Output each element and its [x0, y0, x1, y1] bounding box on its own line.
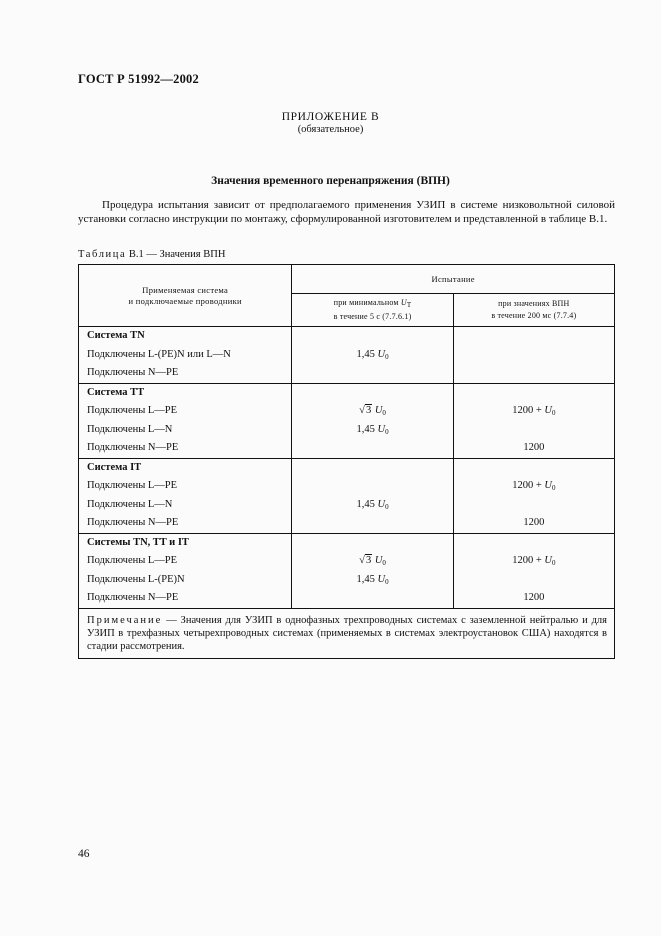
system-all-row3: Подключены N—PE	[87, 592, 179, 603]
system-all-vpn-cell	[453, 533, 614, 608]
section-title: Значения временного перенапряжения (ВПН)	[211, 175, 450, 187]
system-tt-vpn-value1: $1200 + U_0$	[512, 405, 556, 417]
system-all-min-value2: 1,45 $U_0$	[356, 573, 389, 586]
system-tt-row3: Подключены N—PE	[87, 442, 179, 453]
system-tt-title: Система TT	[87, 386, 145, 398]
system-tn-cell	[79, 327, 292, 384]
appendix-title: ПРИЛОЖЕНИЕ В	[281, 111, 380, 123]
header-system-line1: Применяемая система	[142, 284, 229, 295]
system-tn-vpn-cell	[453, 327, 614, 384]
system-it-cell	[79, 458, 292, 533]
system-it-title: Система IT	[87, 461, 142, 473]
standard-code: ГОСТ Р 51992—2002	[78, 72, 199, 86]
table-row-it	[79, 458, 615, 533]
system-tn-min-cell	[292, 327, 453, 384]
system-it-min-cell	[292, 458, 453, 533]
note-label: Примечание	[87, 614, 163, 626]
table-row-tn	[79, 327, 615, 384]
system-it-row1: Подключены L—PE	[87, 480, 178, 491]
system-tt-min-value1: √3 $U_0$	[359, 405, 386, 417]
system-all-row2: Подключены L-(PE)N	[87, 573, 185, 585]
system-tt-min-cell	[292, 383, 453, 458]
system-tt-cell	[79, 383, 292, 458]
system-it-vpn-value3: 1200	[523, 517, 545, 528]
page-number: 46	[78, 848, 90, 860]
system-all-row1: Подключены L—PE	[87, 555, 178, 566]
system-all-cell	[79, 533, 292, 608]
system-it-row3: Подключены N—PE	[87, 517, 179, 528]
system-tt-vpn-cell	[453, 383, 614, 458]
system-tn-row1: Подключены L-(PE)N или L—N	[87, 348, 231, 360]
note-text: — Значения для УЗИП в однофазных трехпроводных системах с заземленной нейтралью и для УЗИП в трехфазных четырехпроводных системах (применяемых в системах электроустановок США) находятся в стадии рассмотрения.	[87, 614, 607, 652]
system-all-vpn-value3: 1200	[523, 592, 545, 603]
table-row-all	[79, 533, 615, 608]
system-it-row2: Подключены L—N	[87, 498, 173, 510]
table-caption	[78, 249, 225, 260]
vpn-table	[78, 264, 615, 659]
system-all-min-cell	[292, 533, 453, 608]
system-tt-row2: Подключены L—N	[87, 423, 173, 435]
header-vpn-values: при значениях ВПН в течение 200 мс (7.7.4)	[453, 294, 614, 327]
system-all-min-value1: √3 $U_0$	[359, 555, 386, 567]
system-tt-row1: Подключены L—PE	[87, 405, 178, 416]
header-system-line2: и подключаемые проводники	[128, 295, 242, 306]
header-min-voltage: при минимальном UT в течение 5 с (7.7.6.1)	[292, 294, 453, 327]
system-it-vpn-value1: $1200 + U_0$	[512, 480, 556, 492]
system-all-title: Системы TN, TT и IT	[87, 536, 189, 548]
appendix-status: (обязательное)	[297, 124, 364, 135]
system-tt-vpn-value3: 1200	[523, 442, 545, 453]
table-caption-label: Таблица	[78, 249, 127, 260]
table-row-tt	[79, 383, 615, 458]
system-it-min-value2: 1,45 $U_0$	[356, 498, 389, 511]
system-tn-row2: Подключены N—PE	[87, 367, 179, 378]
intro-paragraph: Процедура испытания зависит от предполагаемого применения УЗИП в системе низковольтной силовой установки согласно инструкции по монтажу, сформулированной изготовителем и представленной в таблице В.1.	[78, 199, 615, 225]
table-note-row	[79, 608, 615, 658]
system-all-vpn-value1: $1200 + U_0$	[512, 555, 556, 567]
table-caption-text: В.1 — Значения ВПН	[126, 249, 226, 260]
system-tn-min-value: 1,45 $U_0$	[356, 348, 389, 361]
header-test: Испытание	[292, 265, 615, 294]
system-tn-title: Система TN	[87, 330, 145, 341]
system-it-vpn-cell	[453, 458, 614, 533]
header-system-column	[79, 265, 292, 327]
table-note	[79, 608, 615, 658]
system-tt-min-value2: 1,45 $U_0$	[356, 423, 389, 436]
